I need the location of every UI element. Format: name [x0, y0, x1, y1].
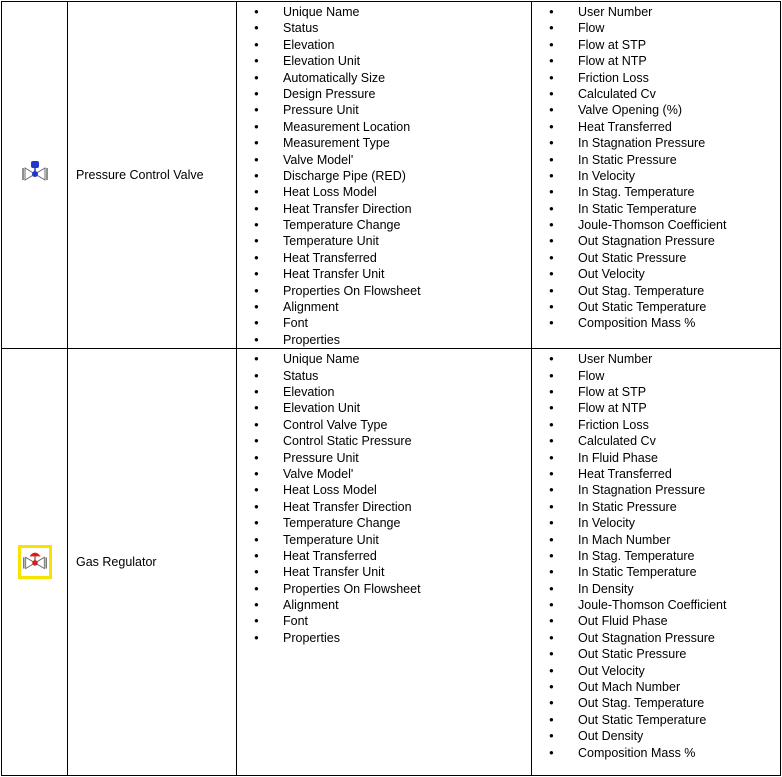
results-list — [532, 2, 781, 349]
pressure-control-valve-icon — [20, 159, 50, 189]
result-item: ● Flow — [532, 20, 780, 36]
property-item: ● Properties On Flowsheet — [237, 283, 531, 299]
property-item: ● Temperature Change — [237, 217, 531, 233]
property-item: ● Font — [237, 613, 531, 629]
property-item: ● Unique Name — [237, 4, 531, 20]
property-item: ● Discharge Pipe (RED) — [237, 168, 531, 184]
property-item: ● Pressure Unit — [237, 102, 531, 118]
property-item: ● Measurement Type — [237, 135, 531, 151]
property-item: ● Properties On Flowsheet — [237, 581, 531, 597]
result-item: ● Out Stagnation Pressure — [532, 233, 780, 249]
result-item: ● In Static Temperature — [532, 564, 780, 580]
property-item: ● Alignment — [237, 597, 531, 613]
property-item: ● Valve Model' — [237, 466, 531, 482]
result-item: ● In Stagnation Pressure — [532, 482, 780, 498]
property-item: ● Elevation Unit — [237, 53, 531, 69]
property-item: ● Measurement Location — [237, 119, 531, 135]
result-item: ● Out Static Temperature — [532, 712, 780, 728]
property-item: ● Properties — [237, 332, 531, 348]
property-item: ● Heat Loss Model — [237, 184, 531, 200]
result-item: ● Out Stag. Temperature — [532, 695, 780, 711]
result-item: ● In Stag. Temperature — [532, 548, 780, 564]
component-name: Pressure Control Valve — [68, 2, 237, 349]
property-item: ● Heat Loss Model — [237, 482, 531, 498]
result-item: ● Composition Mass % — [532, 745, 780, 761]
property-item: ● Heat Transferred — [237, 548, 531, 564]
result-item: ● Out Density — [532, 728, 780, 744]
result-item: ● Out Static Pressure — [532, 646, 780, 662]
result-item: ● User Number — [532, 4, 780, 20]
result-item: ● In Velocity — [532, 168, 780, 184]
result-item: ● Out Stag. Temperature — [532, 283, 780, 299]
result-item: ● Valve Opening (%) — [532, 102, 780, 118]
property-item: ● Elevation Unit — [237, 400, 531, 416]
property-item: ● Unique Name — [237, 351, 531, 367]
icon-cell — [2, 349, 68, 776]
properties-list — [237, 2, 532, 349]
result-item: ● Friction Loss — [532, 417, 780, 433]
property-item: ● Alignment — [237, 299, 531, 315]
result-item: ● Calculated Cv — [532, 86, 780, 102]
result-item: ● Heat Transferred — [532, 119, 780, 135]
property-item: ● Heat Transfer Direction — [237, 499, 531, 515]
result-item: ● Joule-Thomson Coefficient — [532, 217, 780, 233]
result-item: ● Out Static Pressure — [532, 250, 780, 266]
property-item: ● Heat Transfer Direction — [237, 201, 531, 217]
property-item: ● Design Pressure — [237, 86, 531, 102]
result-item: ● Composition Mass % — [532, 315, 780, 331]
result-item: ● Flow — [532, 368, 780, 384]
result-item: ● In Mach Number — [532, 532, 780, 548]
result-item: ● Out Velocity — [532, 266, 780, 282]
result-item: ● Friction Loss — [532, 70, 780, 86]
property-item: ● Temperature Unit — [237, 233, 531, 249]
result-item: ● Flow at STP — [532, 384, 780, 400]
gas-regulator-icon — [18, 545, 52, 579]
result-item: ● Flow at NTP — [532, 53, 780, 69]
result-item: ● Out Stagnation Pressure — [532, 630, 780, 646]
result-item: ● In Static Pressure — [532, 152, 780, 168]
result-item: ● In Static Pressure — [532, 499, 780, 515]
property-item: ● Status — [237, 20, 531, 36]
property-item: ● Valve Model' — [237, 152, 531, 168]
component-name: Gas Regulator — [68, 349, 237, 776]
result-item: ● In Fluid Phase — [532, 450, 780, 466]
result-item: ● In Static Temperature — [532, 201, 780, 217]
result-item: ● User Number — [532, 351, 780, 367]
property-item: ● Font — [237, 315, 531, 331]
result-item: ● Out Mach Number — [532, 679, 780, 695]
table-row — [2, 2, 781, 349]
result-item: ● Calculated Cv — [532, 433, 780, 449]
result-item: ● Out Static Temperature — [532, 299, 780, 315]
property-item: ● Heat Transfer Unit — [237, 266, 531, 282]
property-item: ● Heat Transferred — [237, 250, 531, 266]
property-item: ● Pressure Unit — [237, 450, 531, 466]
property-item: ● Control Static Pressure — [237, 433, 531, 449]
property-item: ● Properties — [237, 630, 531, 646]
result-item: ● Flow at NTP — [532, 400, 780, 416]
result-item: ● In Stag. Temperature — [532, 184, 780, 200]
result-item: ● Heat Transferred — [532, 466, 780, 482]
property-item: ● Automatically Size — [237, 70, 531, 86]
result-item: ● In Density — [532, 581, 780, 597]
property-item: ● Elevation — [237, 37, 531, 53]
table-row — [2, 349, 781, 776]
property-item: ● Heat Transfer Unit — [237, 564, 531, 580]
result-item: ● In Velocity — [532, 515, 780, 531]
result-item: ● Joule-Thomson Coefficient — [532, 597, 780, 613]
result-item: ● Out Velocity — [532, 663, 780, 679]
icon-cell — [2, 2, 68, 349]
property-item: ● Temperature Change — [237, 515, 531, 531]
result-item: ● Flow at STP — [532, 37, 780, 53]
property-item: ● Elevation — [237, 384, 531, 400]
property-item: ● Temperature Unit — [237, 532, 531, 548]
properties-list — [237, 349, 532, 776]
property-item: ● Status — [237, 368, 531, 384]
property-item: ● Control Valve Type — [237, 417, 531, 433]
component-table — [1, 1, 781, 776]
results-list — [532, 349, 781, 776]
result-item: ● Out Fluid Phase — [532, 613, 780, 629]
result-item: ● In Stagnation Pressure — [532, 135, 780, 151]
